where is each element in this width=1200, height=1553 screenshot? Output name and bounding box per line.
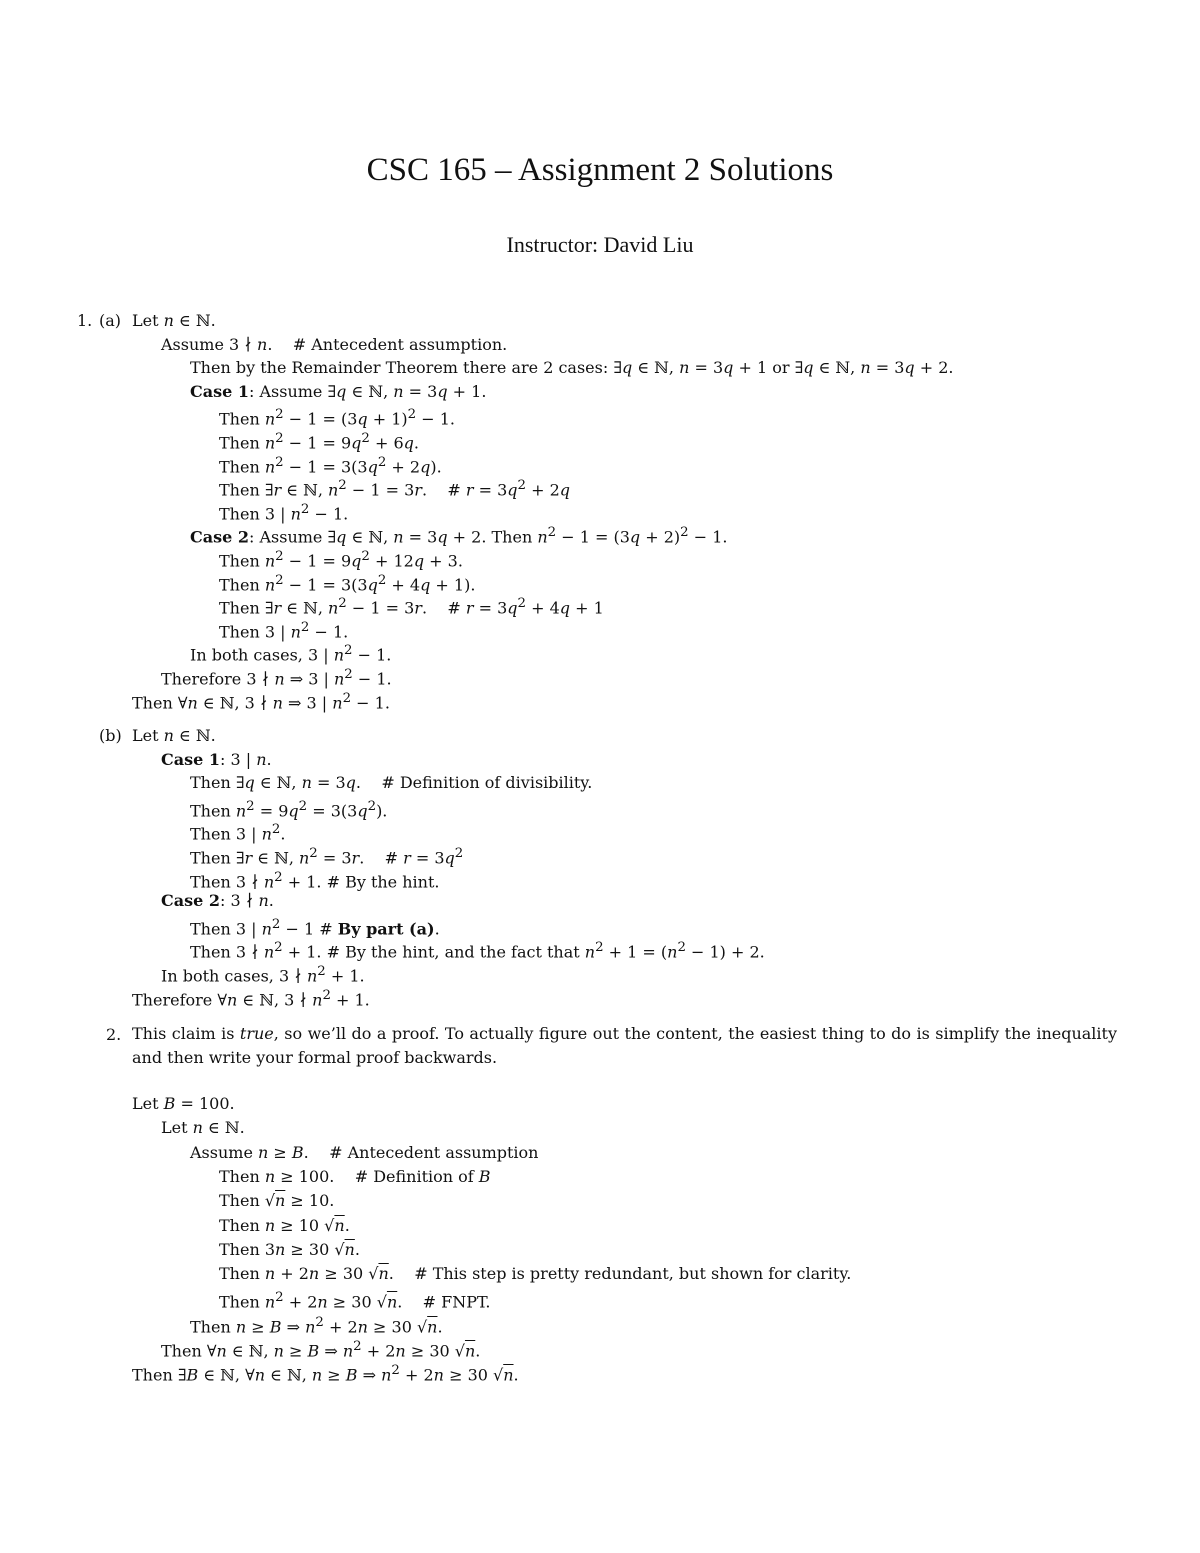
proof-line: Then $n^2 - 1 = 3(3q^2 + 4q + 1)$. [219,572,476,594]
proof-line: Then 3 | $n^2$. [190,822,286,844]
proof-line: Then $n^2 = 9q^2 = 3(3q^2)$. [190,798,388,821]
proof-line: Case 1: 3 | n. [161,749,272,769]
problem-number: 1. [77,311,93,330]
proof-line: Then $n^2 - 1 = 9q^2 + 12q + 3$. [219,549,463,571]
proof-line: Case 2: 3 ∤ n. [161,891,274,911]
proof-line: In both cases, 3 ∤ $n^2 + 1$. [161,964,365,986]
proof-line: Then ∀n ∈ ℕ, 3 ∤ n ⇒ 3 | $n^2 - 1$. [132,690,390,712]
proof-line: Then ∃B ∈ ℕ, ∀n ∈ ℕ, n ≥ B ⇒ $n^2 + 2n \ge 30$ √n. [132,1363,519,1385]
proof-line: Then ∃r ∈ ℕ, $n^2 - 1 = 3r$. # $r = 3q^2 + 2q$ [219,478,571,500]
proof-line: Then n + 2n ≥ 30 √n. # This step is pretty redundant, but shown for clarity. [219,1264,852,1284]
proof-line: Therefore 3 ∤ n ⇒ 3 | $n^2 - 1$. [161,667,392,689]
proof-line: In both cases, 3 | $n^2 - 1$. [190,643,392,665]
proof-line: Then n ≥ 10 √n. [219,1215,350,1235]
proof-line: Then ∃r ∈ ℕ, $n^2 - 1 = 3r$. # $r = 3q^2 + 4q + 1$ [219,596,604,618]
proof-line: Then $n^2 - 1 = 9q^2 + 6q$. [219,431,419,453]
proof-line: Then ∀n ∈ ℕ, n ≥ B ⇒ $n^2 + 2n \ge 30$ √n. [161,1339,481,1361]
part-label: (a) [99,311,122,330]
proof-line: Then $n^2 - 1 = 3(3q^2 + 2q)$. [219,454,442,476]
proof-line: Then $n^2 + 2n \ge 30$ √n. # FNPT. [219,1290,491,1312]
part-label: (b) [99,726,122,745]
proof-line: Then 3 | $n^2 - 1$ # By part (a). [190,916,440,939]
proof-line: Let n ∈ ℕ. [132,311,216,330]
instructor-line: Instructor: David Liu [506,232,694,257]
proof-line: Then 3n ≥ 30 √n. [219,1239,360,1259]
proof-line: Then 3 | $n^2 - 1$. [219,619,349,642]
proof-line: Then ∃q ∈ ℕ, n = 3q. # Definition of divisibility. [190,773,593,793]
proof-line: Assume n ≥ B. # Antecedent assumption [190,1142,539,1162]
proof-line: Let n ∈ ℕ. [161,1118,245,1138]
proof-line: Let n ∈ ℕ. [132,726,216,745]
proof-line: Then √n ≥ 10. [219,1191,335,1211]
proof-line: Then $n^2 - 1 = (3q + 1)^2 - 1$. [219,407,455,429]
proof-line: Then ∃r ∈ ℕ, $n^2 = 3r$. # $r = 3q^2$ [190,846,464,868]
proof-line: Assume 3 ∤ n. # Antecedent assumption. [161,334,508,354]
problem-number: 2. [106,1025,122,1044]
proof-line: Then by the Remainder Theorem there are 2 cases: ∃q ∈ ℕ, n = 3q + 1 or ∃q ∈ ℕ, n = 3q + 2. [190,358,954,378]
proof-line: Then 3 | $n^2 - 1$. [219,501,349,524]
proof-line: Then 3 ∤ $n^2 + 1$. # By the hint. [190,869,440,891]
proof-line: Let B = 100. [132,1094,235,1113]
proof-line: Then n ≥ 100. # Definition of B [219,1166,491,1186]
page-title: CSC 165 – Assignment 2 Solutions [366,152,834,188]
proof-line: Then 3 ∤ $n^2 + 1$. # By the hint, and the fact that $n^2 + 1 = (n^2 - 1) + 2$. [190,940,765,962]
proof-line: Case 2: Assume ∃q ∈ ℕ, n = 3q + 2. Then $n^2 - 1 = (3q + 2)^2 - 1$. [190,525,728,547]
problem-intro: This claim is true, so we’ll do a proof. To actually figure out the content, the easiest thing to do is simplify the inequality and then write your formal proof backwards. [132,1024,1118,1067]
proof-line: Therefore ∀n ∈ ℕ, 3 ∤ $n^2 + 1$. [132,987,370,1009]
proof-line: Case 1: Assume ∃q ∈ ℕ, n = 3q + 1. [190,381,487,401]
proof-line: Then n ≥ B ⇒ $n^2 + 2n \ge 30$ √n. [190,1314,443,1337]
